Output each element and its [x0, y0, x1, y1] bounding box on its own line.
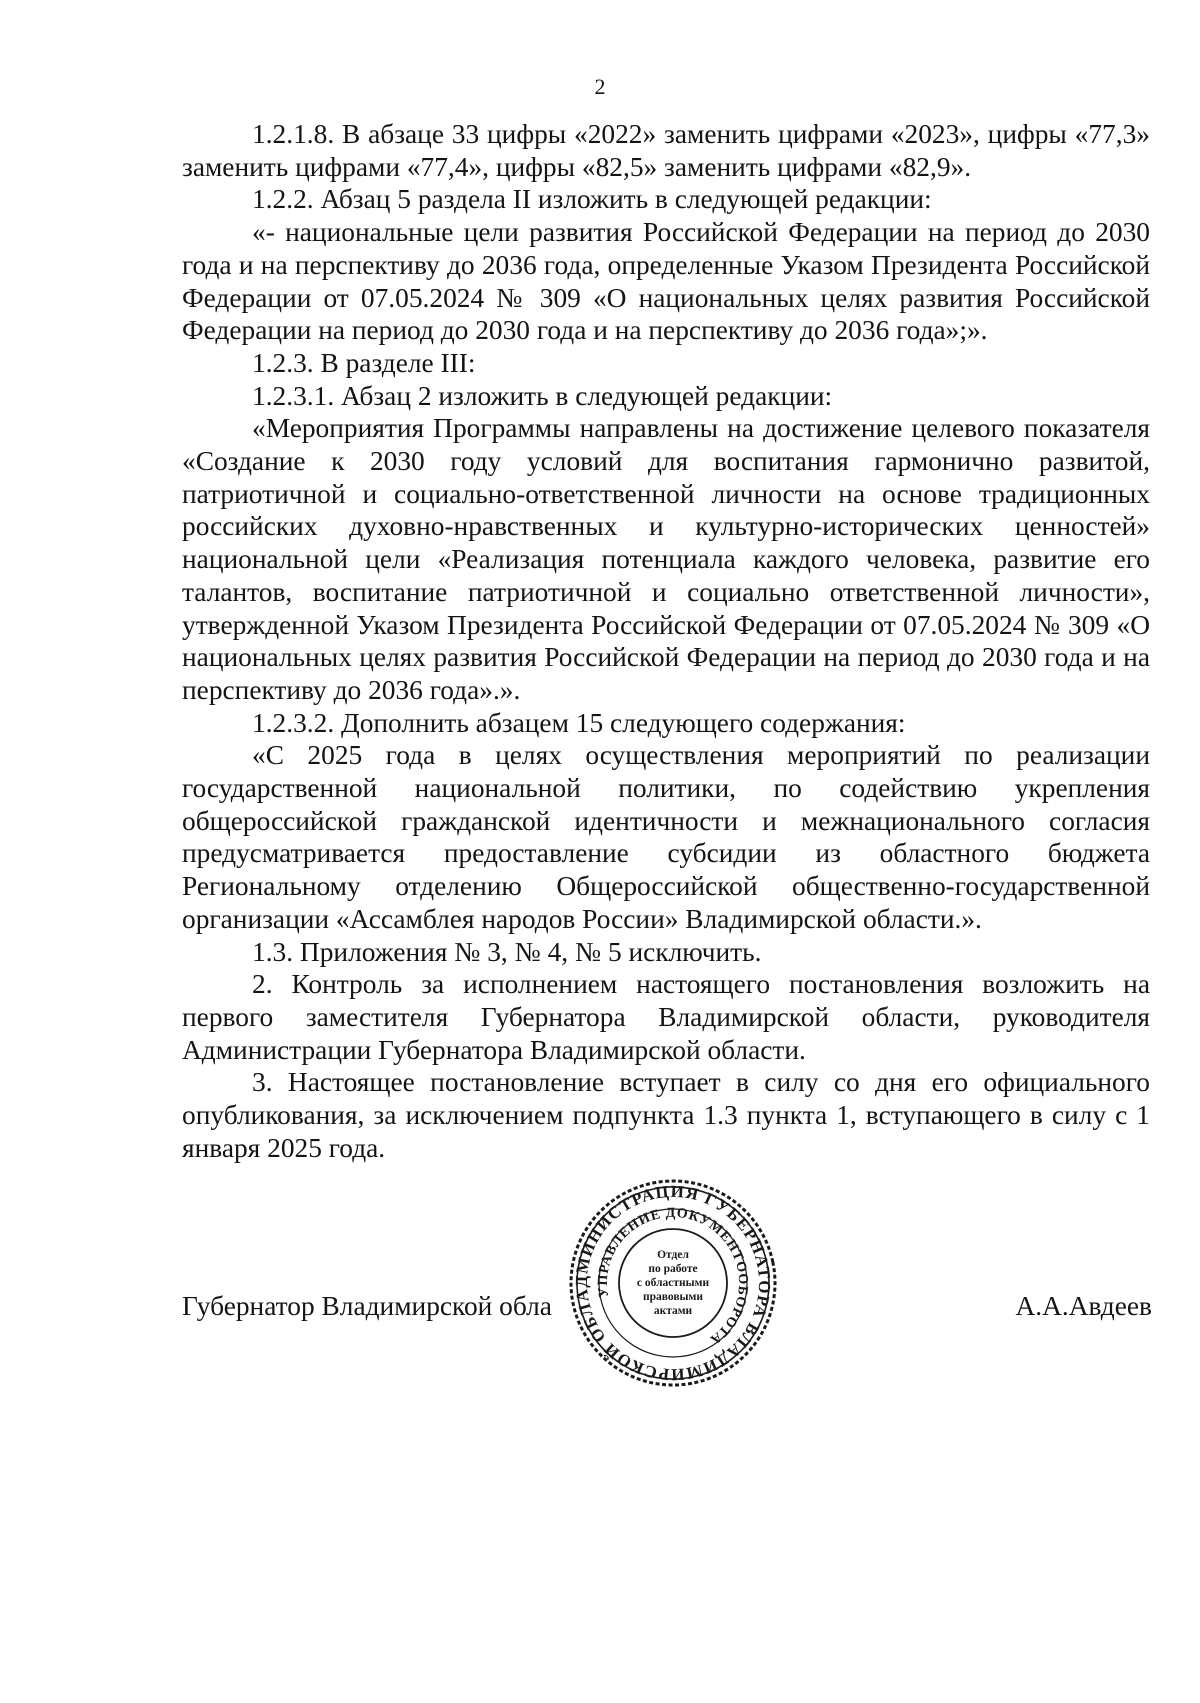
paragraph: 1.2.3. В разделе III:: [252, 347, 476, 378]
stamp-outer-ring-text: АДМИНИСТРАЦИЯ ГУБЕРНАТОРА ВЛАДИМИРСКОЙ ОБЛАСТИ: [571, 1181, 775, 1385]
signature-position: Губернатор Владимирской обла: [182, 1291, 552, 1321]
paragraph: 1.2.1.8. В абзаце 33 цифры «2022» заменить цифрами «2023», цифры «77,3» заменить цифрами «77,4», цифры «82,5» заменить цифрами «82,9».: [182, 119, 1150, 182]
signature-name: А.А.Авдеев: [1015, 1291, 1152, 1321]
paragraph: 1.2.3.1. Абзац 2 изложить в следующей редакции:: [252, 380, 833, 411]
paragraph: 1.3. Приложения № 3, № 4, № 5 исключить.: [252, 936, 762, 967]
paragraph: 2. Контроль за исполнением настоящего постановления возложить на первого заместителя Губернатора Владимирской области, руководителя Администрации Губернатора Владимирской области.: [182, 969, 1150, 1065]
paragraph: «С 2025 года в целях осуществления мероприятий по реализации государственной национальной политики, по содействию укрепления общероссийской гражданской идентичности и межнационального согласия предусматривается предоставление субсидии из областного бюджета Региональному отделению Общероссийской общественно-государственной организации «Ассамблея народов России» Владимирской области.».: [182, 740, 1150, 934]
stamp-inner-ring-text: УПРАВЛЕНИЕ ДОКУМЕНТООБОРОТА: [595, 1205, 751, 1348]
paragraph: «Мероприятия Программы направлены на достижение целевого показателя «Создание к 2030 году условий для воспитания гармонично развитой, патриотичной и социально-ответственной личности на основе традиционных российских духовно-нравственных и культурно-исторических ценностей» национальной цели «Реализация потенциала каждого человека, развитие его талантов, воспитание патриотичной и социально ответственной личности», утвержденной Указом Президента Российской Федерации от 07.05.2024 № 309 «О национальных целях развития Российской Федерации на период до 2030 года и на перспективу до 2036 года».».: [182, 413, 1150, 705]
paragraph: «- национальные цели развития Российской Федерации на период до 2030 года и на перспективу до 2036 года, определенные Указом Президента Российской Федерации от 07.05.2024 № 309 «О национальных целях развития Российской Федерации на период до 2030 года и на перспективу до 2036 года»;».: [182, 217, 1150, 346]
page-number: 2: [594, 74, 606, 99]
stamp-line: Отдел: [657, 1249, 689, 1261]
paragraph: 3. Настоящее постановление вступает в силу со дня его официального опубликования, за исключением подпункта 1.3 пункта 1, вступающего в силу с 1 января 2025 года.: [182, 1067, 1150, 1163]
stamp-line: по работе: [648, 1263, 698, 1275]
paragraph: 1.2.2. Абзац 5 раздела II изложить в следующей редакции:: [252, 184, 932, 215]
paragraph: 1.2.3.2. Дополнить абзацем 15 следующего содержания:: [252, 707, 906, 738]
stamp-line: правовыми: [642, 1291, 703, 1303]
stamp-line: с областными: [636, 1277, 710, 1289]
official-stamp: [568, 1178, 778, 1388]
stamp-line: актами: [653, 1305, 693, 1317]
stamp-center-text: [632, 1248, 714, 1318]
document-body: [182, 118, 1150, 1165]
